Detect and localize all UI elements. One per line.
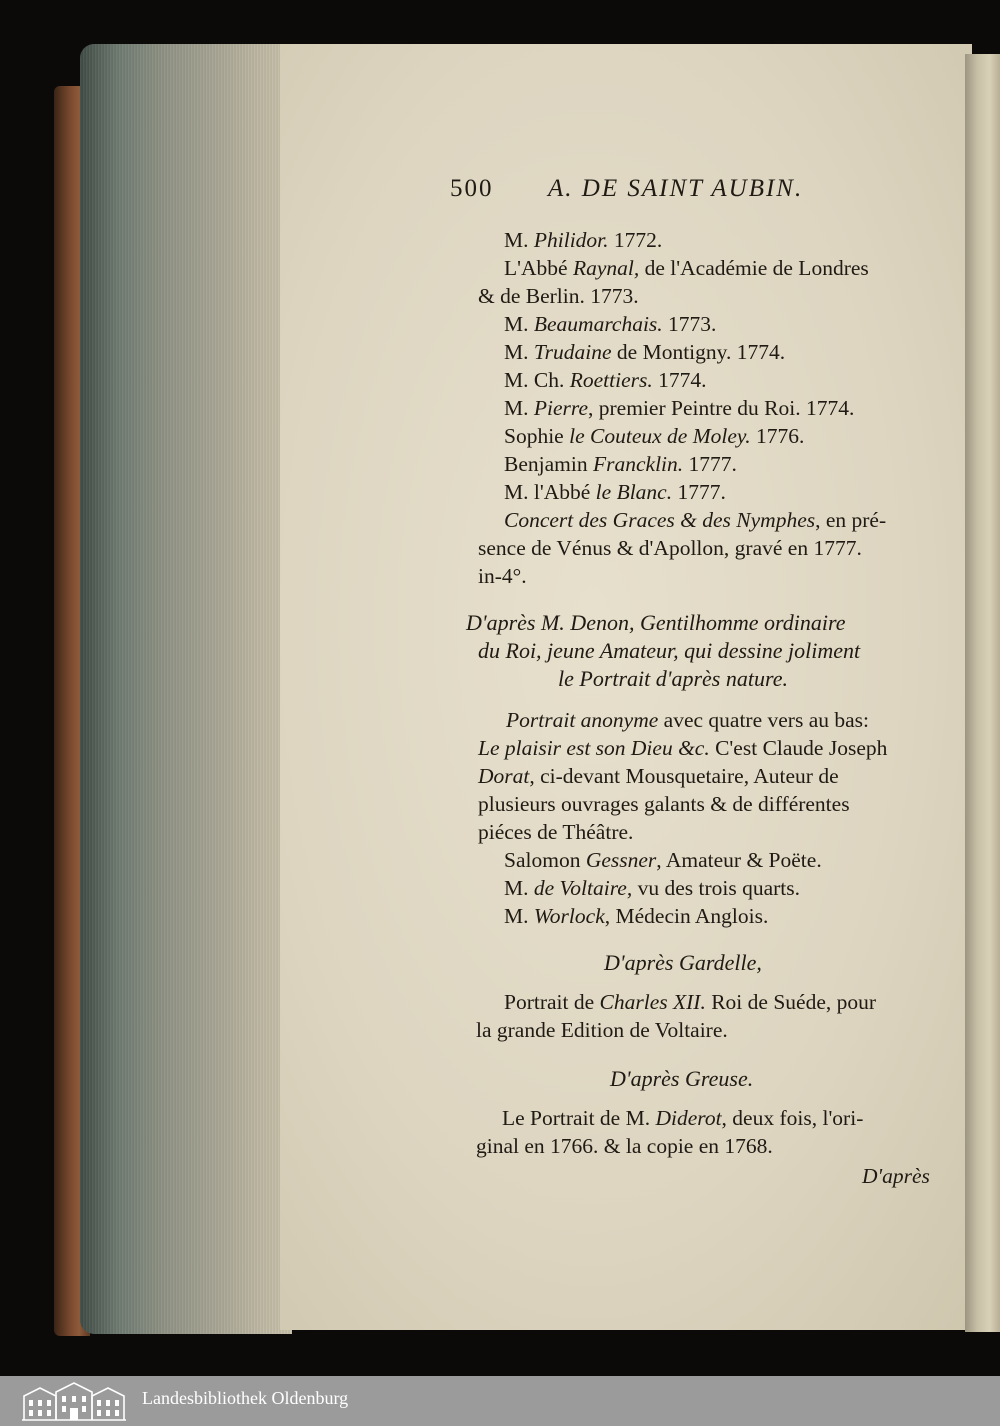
- text-run: Roettiers.: [569, 368, 653, 392]
- text-run: M. Ch.: [504, 368, 570, 392]
- text-line: [504, 480, 726, 505]
- text-run: de l'Académie de Londres: [639, 256, 869, 280]
- text-line: [504, 452, 737, 477]
- text-run: la grande Edition de Voltaire.: [476, 1018, 728, 1042]
- text-run: le Couteux de Moley.: [569, 424, 751, 448]
- text-run: Portrait de: [504, 990, 600, 1014]
- text-run: le Blanc.: [595, 480, 673, 504]
- text-run: Charles XII.: [599, 990, 706, 1014]
- text-run: M.: [504, 312, 534, 336]
- book-page: [280, 44, 972, 1330]
- text-run: M. l'Abbé: [504, 480, 596, 504]
- text-line: [502, 1106, 863, 1131]
- page-number: 500: [450, 175, 494, 202]
- section-heading: D'après M. Denon, Gentilhomme ordinaire: [466, 610, 846, 635]
- footer-label: Landesbibliothek Oldenburg: [142, 1388, 349, 1408]
- text-run: sence de Vénus & d'Apollon, gravé en 1777.: [478, 536, 862, 560]
- text-run: 1777.: [683, 452, 737, 476]
- text-run: Le plaisir est son Dieu &c.: [478, 736, 710, 760]
- text-run: 1774.: [652, 368, 707, 392]
- text-run: Concert des Graces & des Nymphes: [504, 508, 816, 532]
- text-run: vu des trois quarts.: [632, 876, 801, 900]
- text-run: Portrait anonyme: [506, 708, 659, 732]
- text-line: [504, 228, 662, 253]
- text-line: [478, 764, 839, 789]
- text-run: , Amateur & Poëte.: [656, 848, 822, 872]
- text-run: , premier Peintre du Roi. 1774.: [588, 396, 855, 420]
- text-run: plusieurs ouvrages galants & de différentes: [478, 792, 850, 816]
- text-line: [504, 312, 716, 337]
- text-run: de Voltaire,: [533, 876, 633, 900]
- text-run: Benjamin: [504, 452, 593, 476]
- page-stack-edge: [80, 44, 292, 1334]
- text-line: [478, 284, 639, 309]
- text-run: Gessner: [585, 848, 657, 872]
- catchword: D'après: [862, 1164, 930, 1188]
- text-run: Sophie: [504, 424, 570, 448]
- text-run: Dorat: [478, 764, 530, 788]
- section-heading: le Portrait d'après nature.: [558, 666, 788, 691]
- text-run: C'est Claude Joseph: [709, 736, 888, 760]
- text-run: 1777.: [672, 480, 726, 504]
- text-run: de Montigny. 1774.: [611, 340, 786, 364]
- text-line: [504, 508, 886, 533]
- footer-bar: [0, 1376, 1000, 1426]
- text-run: M.: [504, 228, 534, 252]
- text-line: [504, 876, 800, 901]
- running-title: A. DE SAINT AUBIN.: [548, 175, 804, 202]
- text-line: [478, 564, 527, 589]
- text-run: in-4°.: [478, 564, 527, 588]
- library-building-icon: [20, 1380, 128, 1422]
- text-run: , Médecin Anglois.: [604, 904, 769, 928]
- text-run: , ci-devant Mousquetaire, Auteur de: [529, 764, 839, 788]
- text-run: Worlock: [533, 904, 605, 928]
- text-run: Diderot: [655, 1106, 722, 1130]
- text-run: 1772.: [608, 228, 663, 252]
- text-run: Francklin.: [592, 452, 684, 476]
- text-run: M.: [504, 340, 534, 364]
- text-line: [478, 792, 850, 817]
- text-run: L'Abbé: [504, 256, 573, 280]
- text-run: Raynal,: [572, 256, 640, 280]
- text-line: [478, 536, 862, 561]
- text-line: [476, 1018, 728, 1043]
- text-run: M.: [504, 876, 534, 900]
- text-run: & de Berlin. 1773.: [478, 284, 639, 308]
- text-run: Philidor.: [533, 228, 609, 252]
- text-run: M.: [504, 904, 534, 928]
- text-line: [504, 904, 768, 929]
- text-line: [478, 820, 633, 845]
- text-run: , en pré-: [815, 508, 887, 532]
- text-line: [476, 1134, 773, 1159]
- text-run: Trudaine: [533, 340, 612, 364]
- text-line: [504, 990, 876, 1015]
- text-run: Roi de Suéde, pour: [705, 990, 877, 1014]
- section-heading: D'après Gardelle,: [604, 950, 762, 975]
- text-line: [506, 708, 869, 733]
- text-run: Pierre: [533, 396, 589, 420]
- section-heading: D'après Greuse.: [610, 1066, 754, 1091]
- text-line: [504, 396, 854, 421]
- text-line: [478, 736, 887, 761]
- facing-page-edge: [965, 54, 1000, 1332]
- text-line: [504, 848, 822, 873]
- text-run: Salomon: [504, 848, 586, 872]
- text-run: ginal en 1766. & la copie en 1768.: [476, 1134, 773, 1158]
- text-run: piéces de Théâtre.: [478, 820, 634, 844]
- text-line: [504, 424, 804, 449]
- text-line: [504, 340, 785, 365]
- text-run: M.: [504, 396, 534, 420]
- text-run: 1776.: [750, 424, 805, 448]
- text-run: , deux fois, l'ori-: [721, 1106, 864, 1130]
- text-run: Le Portrait de M.: [502, 1106, 656, 1130]
- text-line: [504, 256, 869, 281]
- text-run: avec quatre vers au bas:: [658, 708, 869, 732]
- section-heading: du Roi, jeune Amateur, qui dessine joliment: [478, 638, 861, 663]
- text-run: 1773.: [662, 312, 717, 336]
- text-line: [504, 368, 706, 393]
- text-run: Beaumarchais.: [533, 312, 663, 336]
